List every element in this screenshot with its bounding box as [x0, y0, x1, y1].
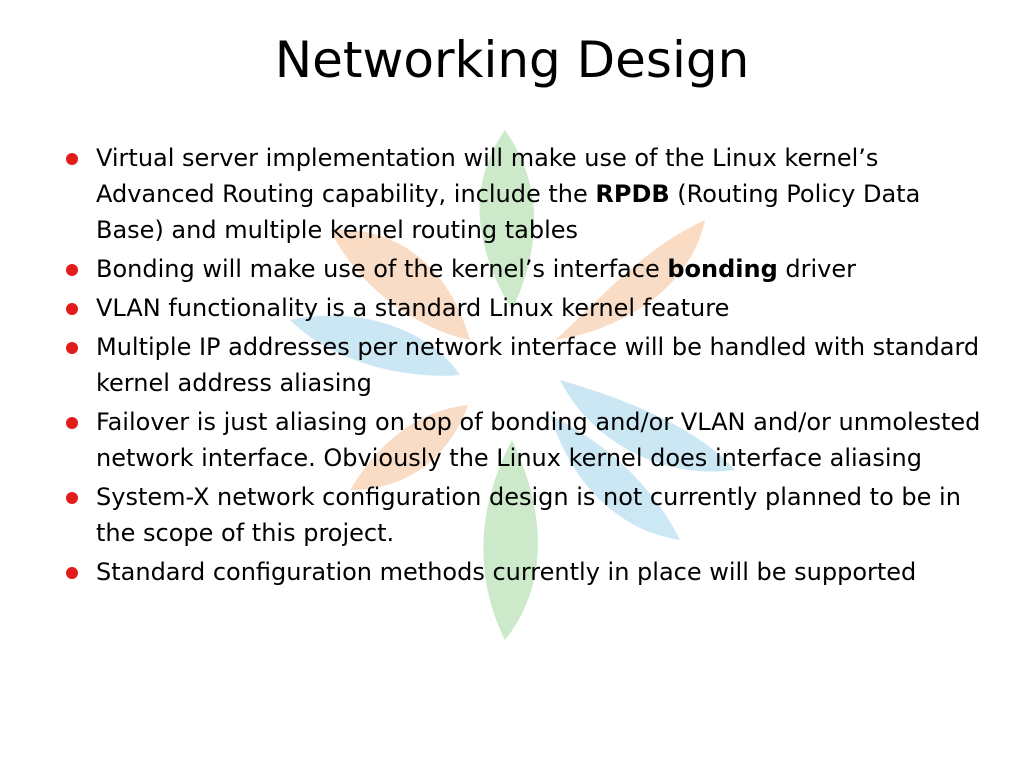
- bullet-item: [64, 479, 984, 551]
- slide-title: Networking Design: [274, 31, 750, 89]
- bullet-list: [64, 140, 984, 593]
- bullet-item: [64, 554, 984, 590]
- bullet-item: [64, 251, 984, 287]
- bullet-item: [64, 140, 984, 248]
- bullet-text: Bonding will make use of the kernel’s interface: [96, 255, 668, 283]
- bullet-item: [64, 329, 984, 401]
- bullet-text: VLAN functionality is a standard Linux kernel feature: [96, 294, 730, 322]
- bullet-dot-icon: [66, 492, 78, 504]
- bullet-text: Standard configuration methods currently in place will be supported: [96, 558, 917, 586]
- bullet-bold-term: RPDB: [595, 180, 670, 208]
- bullet-item: [64, 404, 984, 476]
- bullet-text: (Routing Policy Data Base) and multiple kernel routing tables: [96, 180, 921, 244]
- bullet-text: Multiple IP addresses per network interface will be handled with standard kernel address aliasing: [96, 333, 980, 397]
- bullet-item: [64, 290, 984, 326]
- bullet-text: driver: [777, 255, 857, 283]
- bullet-dot-icon: [66, 342, 78, 354]
- bullet-dot-icon: [66, 417, 78, 429]
- bullet-text: Failover is just aliasing on top of bonding and/or VLAN and/or unmolested network interface. Obviously the Linux kernel does interface aliasing: [96, 408, 981, 472]
- bullet-dot-icon: [66, 303, 78, 315]
- bullet-bold-term: bonding: [667, 255, 778, 283]
- bullet-dot-icon: [66, 264, 78, 276]
- bullet-text: Virtual server implementation will make use of the Linux kernel’s Advanced Routing capability, include the: [96, 144, 879, 208]
- bullet-text: System-X network configuration design is not currently planned to be in the scope of this project.: [96, 483, 961, 547]
- bullet-dot-icon: [66, 153, 78, 165]
- bullet-dot-icon: [66, 567, 78, 579]
